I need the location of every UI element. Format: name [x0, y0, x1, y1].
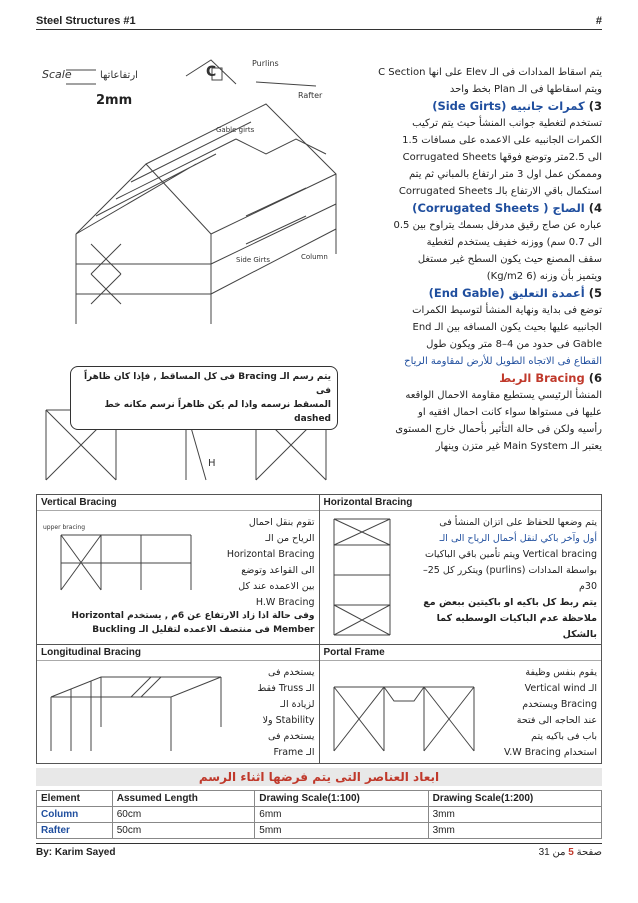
table-cell: 50cm	[112, 823, 255, 839]
bracing-line: رأسيه ولكن فى حالة التأثير بأحمال خارج المستوى	[395, 424, 602, 435]
table-row	[37, 823, 602, 839]
table-cell: 60cm	[112, 807, 255, 823]
intro-line-1: يتم اسقاط المدادات فى الـ Elev على انها C Section	[378, 67, 602, 78]
sketch-gable-girts: Gable girts	[216, 126, 255, 134]
page-header	[36, 12, 602, 30]
longitudinal-line: يستخدم فى	[268, 731, 315, 742]
sketch-side-girts: Side Girts	[236, 256, 271, 264]
shed-sketch	[36, 44, 340, 344]
table-header: Drawing Scale(1:200)	[428, 791, 601, 807]
bracing-types-grid	[36, 494, 602, 764]
end-gable-line: القطاع فى الاتجاه الطويل للأرض لمقاومة الرياح	[404, 356, 602, 367]
portal-frame-title: Portal Frame	[320, 645, 602, 661]
horizontal-bracing-sketch	[324, 515, 400, 639]
horizontal-bracing-title: Horizontal Bracing	[320, 495, 602, 511]
callout-line: يتم رسم الـ Bracing فى كل المساقط , فإذا كان ظاهراً فى	[83, 372, 331, 396]
callout-line: المسقط نرسمه واذا لم يكن ظاهراً نرسم مكانه خط dashed	[104, 400, 331, 424]
bracing-line: عليها فى مستواها سواء كانت احمال افقيه او	[418, 407, 602, 418]
vertical-bracing-cell	[37, 495, 320, 644]
portal-line: يقوم بنفس وظيفة	[525, 667, 597, 678]
side-girts-line: ومممكن عمل اول 3 متر ارتفاع بالمباني ثم يتم	[409, 169, 602, 180]
corrugated-line: الى 0.7 سم) ووزنه خفيف يستخدم لتغطية	[426, 237, 602, 248]
dimensions-title: ابعاد العناصر التى يتم فرضها اثناء الرسم	[36, 768, 602, 786]
table-cell: 3mm	[428, 823, 601, 839]
horizontal-line: 30م	[579, 581, 597, 592]
bracing-line: يعتبر الـ Main System غير متزن وينهار	[435, 441, 602, 452]
side-girts-line: تستخدم لتغطية جوانب المنشأ حيث يتم تركيب	[412, 118, 602, 129]
portal-line: باب فى باكيه يتم	[531, 731, 597, 742]
sketch-column: Column	[301, 253, 328, 261]
footer-page: صفحة 5 من 31	[538, 847, 602, 858]
vertical-line: الى القواعد وتوضع	[241, 565, 315, 576]
table-cell: Column	[37, 807, 113, 823]
header-title: Steel Structures #1	[36, 15, 136, 27]
longitudinal-bracing-title: Longitudinal Bracing	[37, 645, 319, 661]
longitudinal-line: Stability ولا	[262, 715, 315, 726]
vertical-line: H.W Bracing	[255, 597, 315, 608]
vertical-line: Horizontal Bracing	[226, 549, 315, 560]
right-column	[340, 64, 602, 455]
side-girts-line: الكمرات الجانبيه على الاعمده على مسافات 1.5	[402, 135, 602, 146]
portal-line: Bracing ويستخدم	[522, 699, 597, 710]
horizontal-note: ملاحظة عدم الباكيات الوسطيه كما	[436, 613, 597, 624]
table-header: Assumed Length	[112, 791, 255, 807]
table-cell: 6mm	[255, 807, 428, 823]
sketch-purlins: Purlins	[252, 59, 279, 68]
vertical-line: الرياح من الـ	[265, 533, 315, 544]
portal-line: الـ Vertical wind	[524, 683, 597, 694]
vertical-bracing-sketch-label: upper bracing	[43, 524, 86, 531]
portal-frame-sketch	[324, 667, 484, 753]
corrugated-line: ويتميز بأن وزنه (6 Kg/m2)	[486, 271, 602, 282]
horizontal-bracing-cell	[320, 495, 602, 644]
horizontal-line: بواسطة المدادات (purlins) ويتكرر كل 25–	[423, 565, 597, 576]
sketch-rafter: Rafter	[298, 91, 323, 100]
vertical-bracing-sketch	[41, 515, 201, 595]
table-cell: 5mm	[255, 823, 428, 839]
side-girts-line: استكمال باقي الارتفاع بالـ Corrugated Sheets	[398, 186, 602, 197]
section-bracing-title: 6)Bracing الربط	[499, 371, 602, 385]
table-header-row	[37, 791, 602, 807]
page-footer	[36, 843, 602, 858]
sketch-c: C	[206, 64, 217, 80]
vertical-line: بين الاعمده عند كل	[238, 581, 315, 592]
section-end-gable-title: 5)أعمدة التعليق (End Gable)	[428, 286, 602, 300]
end-gable-line: Gable فى حدود من 4–8 متر ويكون طول	[426, 339, 602, 350]
horizontal-note: بالشكل	[562, 629, 597, 640]
footer-author: By: Karim Sayed	[36, 847, 116, 858]
horizontal-note: يتم ربط كل باكيه او باكيتين ببعض مع	[423, 597, 597, 608]
intro-line-2: ويتم اسقاطها فى الـ Plan بخط واحد	[449, 84, 602, 95]
header-mark: #	[595, 15, 602, 27]
section-side-girts-title: 3)كمرات جانبيه (Side Girts)	[432, 99, 602, 113]
vertical-bracing-title: Vertical Bracing	[37, 495, 319, 511]
sketch-scale: Scale	[42, 68, 72, 81]
vertical-note: Member فى منتصف الاعمده لتقليل الـ Buckling	[92, 625, 315, 635]
sketch-mm: 2mm	[96, 93, 133, 108]
horizontal-line: أول وآخر باكي لنقل أحمال الرياح الى الـ	[439, 533, 597, 544]
horizontal-line: Vertical bracing ويتم تأمين باقي الباكيات	[424, 549, 597, 560]
table-cell: 3mm	[428, 807, 601, 823]
portal-line: عند الحاجه الى فتحة	[516, 715, 597, 726]
end-gable-line: الجانبيه عليها بحيث يكون المسافه بين الـ End	[412, 322, 602, 333]
longitudinal-bracing-cell	[37, 645, 320, 763]
longitudinal-line: الـ Frame	[273, 747, 315, 758]
table-row	[37, 807, 602, 823]
longitudinal-line: لزيادة الـ	[280, 699, 315, 710]
table-header: Drawing Scale(1:100)	[255, 791, 428, 807]
sketch-scale-ar: ارتفاعاتها	[100, 70, 138, 81]
side-girts-line: الى 2.5متر وتوضع فوقها Corrugated Sheets	[402, 152, 602, 163]
portal-frame-cell	[320, 645, 602, 763]
bracing-line: المنشأ الرئيسي يستطيع مقاومة الاحمال الواقعه	[405, 390, 602, 401]
vertical-line: تقوم بنقل احمال	[248, 517, 315, 528]
dimensions-table	[36, 790, 602, 839]
longitudinal-bracing-sketch	[41, 667, 231, 753]
corrugated-line: سقف المصنع حيث يكون السطح غير مستغل	[417, 254, 602, 265]
bracing-callout	[70, 366, 338, 430]
table-cell: Rafter	[37, 823, 113, 839]
end-gable-line: توضع فى بداية ونهاية المنشأ لتوسيط الكمرات	[412, 305, 602, 316]
longitudinal-line: الـ Truss فقط	[257, 683, 315, 694]
corrugated-line: عباره عن صاج رقيق مدرفل بسمك يتراوح بين 0.5	[393, 220, 602, 231]
portal-line: استخدام V.W Bracing	[503, 747, 597, 758]
section-corrugated-title: 4)الصاج ( Corrugated Sheets)	[412, 201, 602, 215]
vertical-note: وفى حالة اذا زاد الارتفاع عن 6م , يستخدم Horizontal	[71, 611, 315, 621]
longitudinal-line: يستخدم فى	[268, 667, 315, 678]
sketch-h: H	[208, 458, 216, 469]
table-header: Element	[37, 791, 113, 807]
horizontal-line: يتم وضعها للحفاظ على اتزان المنشأ فى	[439, 517, 597, 528]
